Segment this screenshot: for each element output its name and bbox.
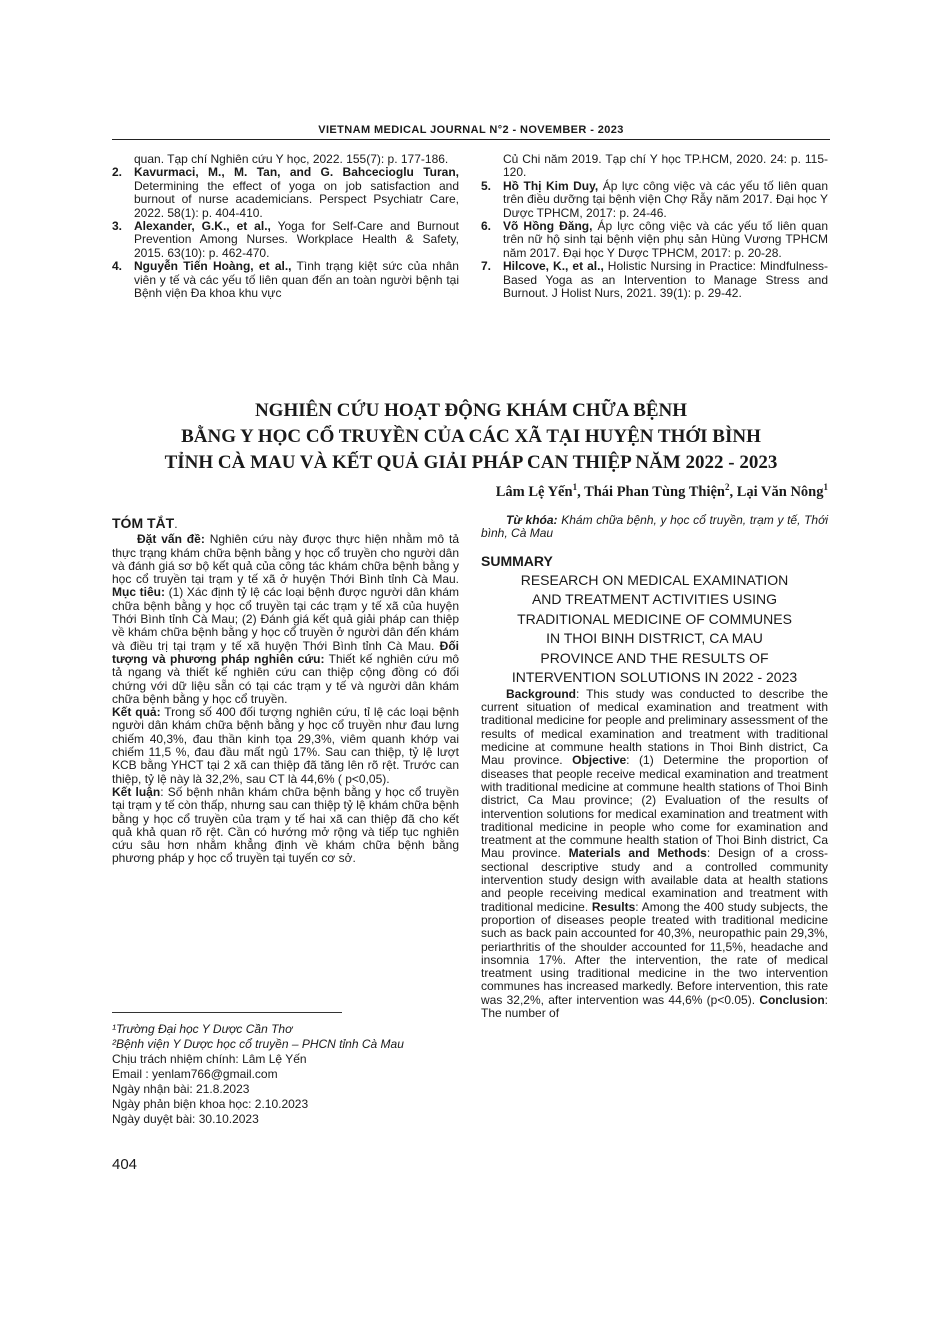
summary-title: RESEARCH ON MEDICAL EXAMINATION AND TREATMENT ACTIVITIES USING TRADITIONAL MEDICINE OF COMMUNES IN THOI BINH DISTRICT, CA MAU PROVINCE AND THE RESULTS OF INTERVENTION SOLUTIONS IN 2022 - 2023 bbox=[511, 571, 798, 686]
abstract-paragraph: Đặt vấn đề: Nghiên cứu này được thực hiện nhằm mô tả thực trạng khám chữa bệnh bằng y học cổ truyền cho người dân và đánh giá sơ bộ kết quả của công tác khám chữa bệnh bằng y học cổ truyền tại trạm y tế xã ở huyện Thới Bình tỉnh Cà Mau. Mục tiêu: (1) Xác định tỷ lệ các loại bệnh được người dân khám chữa bệnh bằng y học cổ truyền tại các trạm y tế xã của huyện Thới Bình tỉnh Cà Mau; (2) Đánh giá kết quả giải pháp can thiệp về khám chữa bệnh bằng y học cổ truyền ở người dân đến khám và điều trị tại trạm y tế xã huyện Thới Bình tỉnh Cà Mau. Đối tượng và phương pháp nghiên cứu: Thiết kế nghiên cứu mô tả ngang và thiết kế nghiên cứu can thiệp cộng đồng có đối chứng với dữ liệu sẵn có tại các trạm y tế và người dân khám chữa bệnh bằng y học cổ truyền. bbox=[112, 532, 459, 706]
title-line: TỈNH CÀ MAU VÀ KẾT QUẢ GIẢI PHÁP CAN THIỆP NĂM 2022 - 2023 bbox=[164, 452, 778, 473]
abstract-heading: TÓM TẮT bbox=[112, 515, 175, 531]
references-right bbox=[481, 153, 828, 300]
page-number: 404 bbox=[112, 1156, 138, 1173]
footnote-divider bbox=[112, 1012, 342, 1013]
journal-header: VIETNAM MEDICAL JOURNAL N°2 - NOVEMBER - 2023 bbox=[318, 124, 624, 136]
article-title bbox=[112, 398, 830, 476]
received-date: Ngày nhận bài: 21.8.2023 bbox=[112, 1082, 250, 1096]
header-divider bbox=[112, 139, 830, 140]
affiliation-2: ²Bệnh viện Y Dược học cổ truyền – PHCN tỉnh Cà Mau bbox=[112, 1037, 404, 1051]
reference-continuation: quan. Tạp chí Nghiên cứu Y học, 2022. 155(7): p. 177-186. bbox=[134, 152, 449, 166]
author-name: Lâm Lệ Yến bbox=[495, 483, 573, 500]
references-left bbox=[112, 153, 459, 300]
author-name: Lại Văn Nông bbox=[736, 483, 824, 500]
corresponding-author: Chịu trách nhiệm chính: Lâm Lệ Yến bbox=[112, 1052, 307, 1066]
review-date: Ngày phản biện khoa học: 2.10.2023 bbox=[112, 1097, 309, 1111]
author-name: Thái Phan Tùng Thiện bbox=[584, 483, 725, 500]
affiliation-1: ¹Trường Đại học Y Dược Cần Thơ bbox=[112, 1022, 293, 1036]
reference-item: 4. Nguyễn Tiến Hoàng, et al., Tình trạng kiệt sức của nhân viên y tế và các yếu tố liên quan đến an toàn người bệnh tại Bệnh viện Đa khoa khu vực bbox=[112, 259, 459, 301]
footnotes bbox=[112, 1022, 459, 1127]
abstract-paragraph: Kết quả: Trong số 400 đối tượng nghiên cứu, tỉ lệ các loại bệnh người dân khám chữa bệnh bằng y học cổ truyền như đau lưng chiếm 40,3%, đau thần kinh tọa 29,3%, viêm quanh khớp vai chiếm 11,5 %, đau đầu mất ngủ 17%. Sau can thiệp, tỷ lệ lượt KCB bằng YHCT tại 2 xã can thiệp đã tăng lên rõ rệt. Trước can thiệp, tỷ lệ này là 32,2%, sau CT là 44,6% ( p<0,05). bbox=[112, 705, 460, 786]
reference-item: 3. Alexander, G.K., et al., Yoga for Self-Care and Burnout Prevention Among Nurses. Workplace Health & Safety, 2015. 63(10): p. 462-470. bbox=[112, 219, 459, 260]
title-line: BẰNG Y HỌC CỔ TRUYỀN CỦA CÁC XÃ TẠI HUYỆN THỚI BÌNH bbox=[181, 426, 761, 447]
summary-heading: SUMMARY bbox=[481, 552, 553, 569]
accepted-date: Ngày duyệt bài: 30.10.2023 bbox=[112, 1112, 259, 1126]
abstract-paragraph: Kết luận: Số bệnh nhân khám chữa bệnh bằng y học cổ truyền tại trạm y tế còn thấp, nhưng sau can thiệp tỷ lệ khám chữa bệnh bằng y học cổ truyền của trạm y tế hai xã can thiệp đã cho kết quả khả quan rõ rệt. Cần có hướng mở rộng và tiếp tục nghiên cứu sâu hơn nhằm khẳng định về khám chữa bệnh bằng phương pháp y học cổ truyền tại tuyến cơ sở. bbox=[112, 784, 459, 866]
email: Email : yenlam766@gmail.com bbox=[112, 1067, 278, 1081]
reference-item: 6. Võ Hồng Đăng, Áp lực công việc và các yếu tố liên quan trên nữ hộ sinh tại bệnh viện phụ sản Hùng Vương TPHCM năm 2017. Đại học Y Dược TPHCM, 2017: p. 20-28. bbox=[481, 219, 828, 260]
author-list: Lâm Lệ Yến$^1$, Thái Phan Tùng Thiện$^2$, Lại Văn Nông$^1$ bbox=[495, 482, 828, 500]
abstract-vi: TÓM TẮT. Đặt vấn đề: Nghiên cứu này được thực hiện nhằm mô tả thực trạng khám chữa bệnh bằng y học cổ truyền cho người dân và đánh giá sơ bộ kết quả của công tác khám chữa bệnh bằng y học cổ truyền tại trạm y tế xã ở huyện Thới Bình tỉnh Cà Mau. Mục tiêu: (1) Xác định tỷ lệ các loại bệnh được người dân khám chữa bệnh bằng y học cổ truyền tại các trạm y tế xã của huyện Thới Bình tỉnh Cà Mau; (2) Đánh giá kết quả giải pháp can thiệp về khám chữa bệnh bằng y học cổ truyền ở người dân đến khám và điều trị tại trạm y tế xã huyện Thới Bình tỉnh Cà Mau. Đối tượng và phương pháp nghiên cứu: Thiết kế nghiên cứu mô tả ngang và thiết kế nghiên cứu can thiệp cộng đồng có đối chứng với dữ liệu sẵn có tại các trạm y tế và người dân khám chữa bệnh bằng y học cổ truyền. Kết quả: Trong số 400 đối tượng nghiên cứu, tỉ lệ các loại bệnh người dân khám chữa bệnh bằng y học cổ truyền như đau lưng chiếm 40,3%, đau thần kinh tọa 29,3%, viêm quanh khớp vai chiếm 11,5 %, đau đầu mất ngủ 17%. Sau can thiệp, tỷ lệ lượt KCB bằng YHCT tại 2 xã can thiệp đã tăng lên rõ rệt. Trước can thiệp, tỷ lệ này là 32,2%, sau CT là 44,6% ( p<0,05). Kết luận: Số bệnh nhân khám chữa bệnh bằng y học cổ truyền tại trạm y tế còn thấp, nhưng sau can thiệp tỷ lệ khám chữa bệnh bằng y học cổ truyền của trạm y tế hai xã can thiệp đã cho kết quả khả quan rõ rệt. Cần có hướng mở rộng và tiếp tục nghiên cứu sâu hơn nhằm khẳng định về khám chữa bệnh bằng phương pháp y học cổ truyền tại tuyến cơ sở. bbox=[112, 515, 460, 866]
abstract-en bbox=[481, 514, 828, 1020]
reference-item: 7. Hilcove, K., et al., Holistic Nursing in Practice: Mindfulness-Based Yoga as an Intervention to Manage Stress and Burnout. J Holist Nurs, 2021. 39(1): p. 29-42. bbox=[481, 259, 828, 301]
reference-continuation: Củ Chi năm 2019. Tạp chí Y học TP.HCM, 2020. 24: p. 115-120. bbox=[503, 152, 828, 180]
reference-item: 5. Hồ Thị Kim Duy, Áp lực công việc và các yếu tố liên quan trên điều dưỡng tại bệnh viện Chợ Rẫy năm 2017. Đại học Y Dược TPHCM, 2017: p. 24-46. bbox=[481, 178, 829, 220]
summary-paragraph: Background: This study was conducted to describe the current situation of medical examination and treatment with traditional medicine for people and preliminary assessment of the results of medical examination and treatment with traditional medicine at commune health stations in Thoi Binh district, Ca Mau province. Objective: (1) Determine the proportion of diseases that people receive medical examination and treatment with traditional medicine at commune health stations of Thoi Binh district, Ca Mau province; (2) Evaluation of the results of intervention solutions for medical examination and treatment with traditional medicine in people who come for examination and treatment at the commune health station of Thoi Binh district, Ca Mau province. Materials and Methods: Design of a cross-sectional descriptive study and a controlled community intervention study design with available data at health stations and people receiving medical examination and treatment with traditional medicine. Results: Among the 400 study subjects, the proportion of diseases people treated with traditional medicine such as back pain accounted for 40,3%, neuropathic pain 29,3%, periarthritis of the shoulder accounted for 11,5%, headache and insomnia 17%. After the intervention, the rate of medical treatment using traditional medicine in the two intervention communes has increased markedly. Before intervention, this rate was 32,2%, after intervention was 44,6% (p<0.05). Conclusion: The number of bbox=[481, 686, 829, 1021]
reference-item: 2. Kavurmaci, M., M. Tan, and G. Bahcecioglu Turan, Determining the effect of yoga on job satisfaction and burnout of nurse academicians. Perspect Psychiatr Care, 2022. 58(1): p. 404-410. bbox=[112, 165, 459, 220]
title-line: NGHIÊN CỨU HOẠT ĐỘNG KHÁM CHỮA BỆNH bbox=[254, 400, 688, 421]
keywords: Từ khóa: Khám chữa bệnh, y học cổ truyền, trạm y tế, Thới bình, Cà Mau bbox=[481, 513, 829, 541]
